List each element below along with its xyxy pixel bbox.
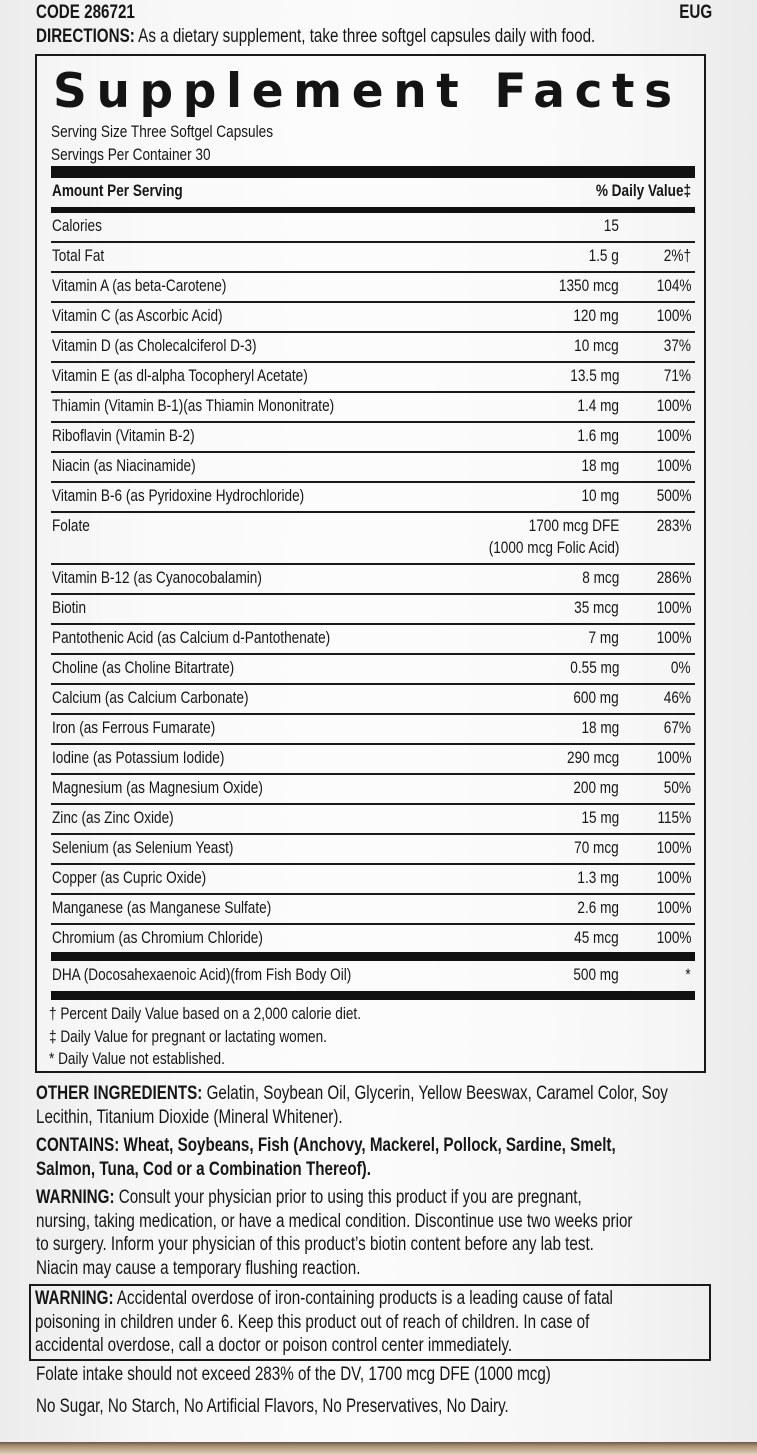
table-row-dha: DHA (Docosahexaenoic Acid)(from Fish Body Oil) 500 mg * <box>52 965 691 984</box>
table-row: Selenium (as Selenium Yeast) 70 mcg 100% <box>51 835 695 865</box>
general-warning: WARNING: Consult your physician prior to using this product if you are pregnant, nursing, taking medication, or have a medical condition. Discontinue use two weeks prior to surgery. Inform your physician of this product’s biotin content before any lab test. Niacin may cause a temporary flushing reaction. <box>36 1187 633 1279</box>
table-row: Copper (as Cupric Oxide) 1.3 mg 100% <box>51 865 695 895</box>
col-amount-header: Amount Per Serving <box>52 181 183 200</box>
table-row: Vitamin B-6 (as Pyridoxine Hydrochloride) 10 mg 500% <box>51 483 695 513</box>
directions-label: DIRECTIONS: <box>36 26 135 47</box>
table-row: Zinc (as Zinc Oxide) 15 mg 115% <box>51 805 695 835</box>
iron-warning: WARNING: Accidental overdose of iron-containing products is a leading cause of fatal poisoning in children under 6. Keep this product out of reach of children. In case of accidental overdose, call a doctor or poison control center immediately. <box>35 1288 613 1356</box>
serving-size: Serving Size Three Softgel Capsules <box>51 122 274 141</box>
table-row: Calcium (as Calcium Carbonate) 600 mg 46% <box>51 685 695 715</box>
nutrient-table <box>51 213 695 953</box>
table-row: Vitamin E (as dl-alpha Tocopheryl Acetate) 13.5 mg 71% <box>51 363 695 393</box>
table-row: Vitamin C (as Ascorbic Acid) 120 mg 100% <box>51 303 695 333</box>
table-row: Iodine (as Potassium Iodide) 290 mcg 100% <box>51 745 695 775</box>
thick-divider <box>51 952 695 961</box>
table-row: Niacin (as Niacinamide) 18 mg 100% <box>51 453 695 483</box>
col-dv-header: % Daily Value‡ <box>595 181 691 200</box>
table-row: Pantothenic Acid (as Calcium d-Pantothenate) 7 mg 100% <box>51 625 695 655</box>
directions-text: As a dietary supplement, take three softgel capsules daily with food. <box>134 26 596 47</box>
table-row: Biotin 35 mcg 100% <box>51 595 695 625</box>
column-header-row <box>51 178 695 208</box>
table-row: Iron (as Ferrous Fumarate) 18 mg 67% <box>51 715 695 745</box>
corner-code: EUG <box>679 2 712 23</box>
table-row: Chromium (as Chromium Chloride) 45 mcg 100% <box>52 928 691 947</box>
servings-per-container: Servings Per Container 30 <box>51 145 211 164</box>
footnote-asterisk: * Daily Value not established. <box>49 1049 225 1068</box>
folate-note: Folate intake should not exceed 283% of the DV, 1700 mcg DFE (1000 mcg) <box>36 1364 551 1385</box>
panel-title: Supplement Facts <box>53 64 682 119</box>
table-row: Thiamin (Vitamin B-1)(as Thiamin Mononitrate) 1.4 mg 100% <box>51 393 695 423</box>
directions <box>36 26 735 48</box>
other-ingredients: OTHER INGREDIENTS: Gelatin, Soybean Oil, Glycerin, Yellow Beeswax, Caramel Color, Soy Lecithin, Titanium Dioxide (Mineral Whitener). <box>36 1083 668 1128</box>
package-edge <box>0 1442 757 1455</box>
table-row: Total Fat 1.5 g 2%† <box>51 243 695 273</box>
free-from-statement: No Sugar, No Starch, No Artificial Flavors, No Preservatives, No Dairy. <box>36 1396 509 1417</box>
table-row: Manganese (as Manganese Sulfate) 2.6 mg 100% <box>51 895 695 925</box>
table-row: Magnesium (as Magnesium Oxide) 200 mg 50% <box>51 775 695 805</box>
allergen-contains: CONTAINS: Wheat, Soybeans, Fish (Anchovy, Mackerel, Pollock, Sardine, Smelt, Salmon, Tuna, Cod or a Combination Thereof). <box>36 1135 616 1180</box>
table-row: Riboflavin (Vitamin B-2) 1.6 mg 100% <box>51 423 695 453</box>
table-row: Choline (as Choline Bitartrate) 0.55 mg 0% <box>51 655 695 685</box>
footnote-dagger: † Percent Daily Value based on a 2,000 calorie diet. <box>49 1004 361 1023</box>
table-row-folate: Folate 1700 mcg DFE (1000 mcg Folic Acid) 283% <box>51 513 695 565</box>
table-row: Calories 15 <box>51 213 695 243</box>
thick-divider <box>51 991 695 1000</box>
supplement-facts-panel <box>35 54 706 1073</box>
table-row: Vitamin B-12 (as Cyanocobalamin) 8 mcg 286% <box>51 565 695 595</box>
thick-divider <box>51 166 695 178</box>
table-row: Vitamin A (as beta-Carotene) 1350 mcg 104% <box>51 273 695 303</box>
footnote-double-dagger: ‡ Daily Value for pregnant or lactating women. <box>49 1027 327 1046</box>
table-row: Vitamin D (as Cholecalciferol D-3) 10 mcg 37% <box>51 333 695 363</box>
product-code: CODE 286721 <box>36 2 135 23</box>
